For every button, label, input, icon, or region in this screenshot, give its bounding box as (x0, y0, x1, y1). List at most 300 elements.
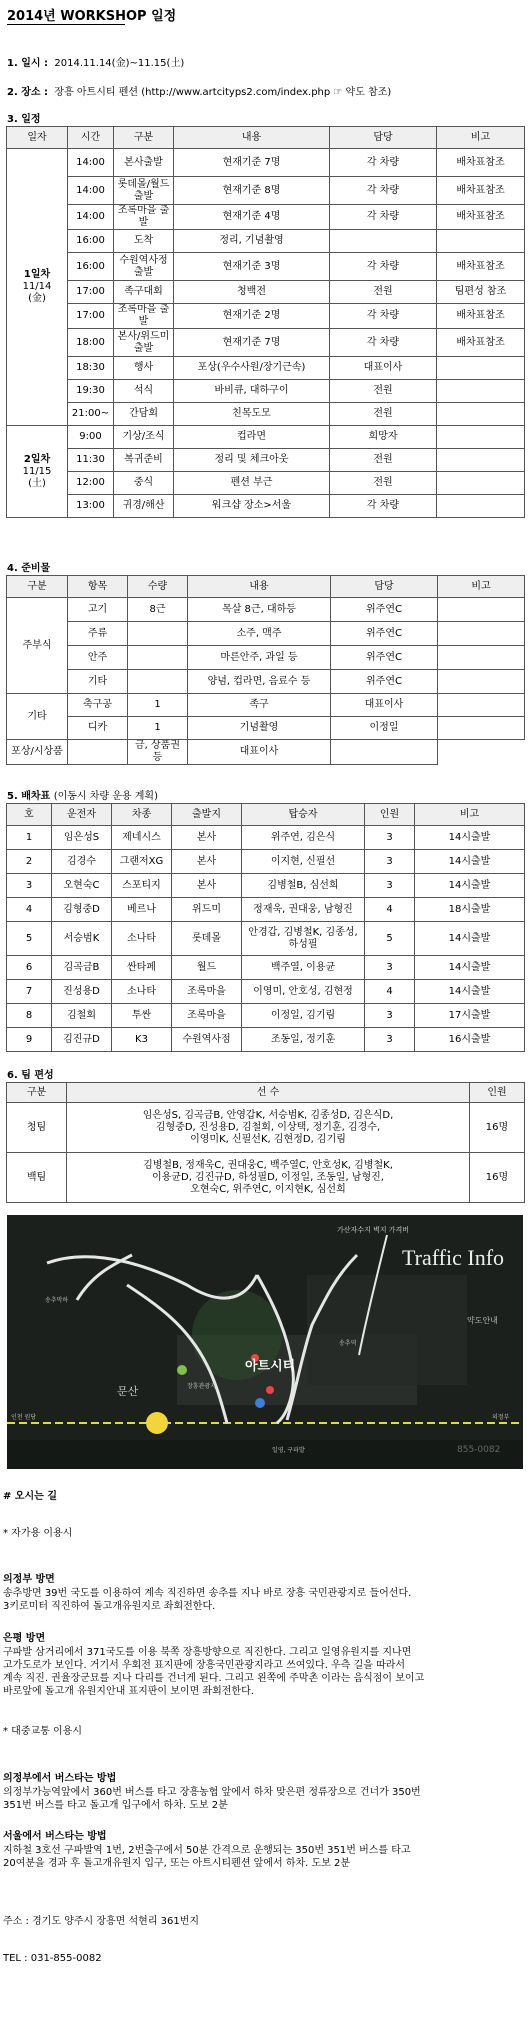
table-cell: 배차표참조 (437, 304, 525, 329)
dispatch-row (7, 850, 525, 874)
table-cell: 김형중D (52, 898, 112, 922)
bus2-heading: 서울에서 버스타는 방법 (3, 1831, 107, 1842)
supplies-header: 수량 (128, 576, 188, 598)
table-cell: 본사/위드미출발 (114, 329, 174, 357)
table-cell (437, 426, 525, 449)
table-cell: 배차표참조 (437, 205, 525, 230)
table-cell: 5 (365, 922, 415, 956)
dispatch-header: 출발지 (172, 804, 242, 826)
table-cell: 본사 (172, 874, 242, 898)
table-cell: 중식 (114, 472, 174, 495)
date-line (7, 54, 184, 69)
table-cell: 본사 (172, 826, 242, 850)
table-cell: 정리 및 체크아웃 (174, 449, 330, 472)
map-munsan-label: 문산 (117, 1385, 139, 1398)
table-cell: 배차표참조 (437, 329, 525, 357)
table-cell: 주류 (68, 622, 128, 646)
table-cell: 14:00 (68, 149, 114, 177)
schedule-header: 내용 (174, 127, 330, 149)
dispatch-header: 차종 (112, 804, 172, 826)
day1-label: 1일차 (23, 269, 51, 280)
dispatch-heading-line (7, 787, 158, 802)
table-cell: 족구 (188, 694, 331, 717)
table-cell (437, 495, 525, 518)
schedule-header: 비고 (437, 127, 525, 149)
dispatch-header: 호 (7, 804, 52, 826)
team-member-line: 임은성S, 김곡금B, 안영갑K, 서승범K, 김종성D, 김은식D, (142, 1109, 394, 1121)
eun-line: 바로앞에 돌고개 유원지안내 표지판이 보이면 좌회전한다. (3, 1686, 254, 1697)
table-cell: 안경갑, 김병철K, 김종성, 하성필 (242, 922, 365, 956)
table-cell (438, 670, 525, 694)
team-member-line: 오현숙C, 위주연C, 이지현K, 심선희 (190, 1183, 346, 1195)
map-label: 일영, 구파발 (272, 1447, 305, 1454)
table-cell: 배차표참조 (437, 177, 525, 205)
table-cell: 1 (7, 826, 52, 850)
bus-heading: * 대중교통 이용시 (3, 1726, 82, 1737)
schedule-header-row (7, 127, 525, 149)
table-cell: 위주연C (331, 622, 438, 646)
page-title: 2014년 WORKSHOP 일정 (7, 9, 177, 24)
table-cell: 대표이사 (188, 740, 331, 765)
table-cell: 17:00 (68, 304, 114, 329)
team-name: 청팀 (7, 1103, 67, 1153)
table-cell: 소나타 (112, 922, 172, 956)
table-cell: 조록마을 출발 (114, 304, 174, 329)
table-cell (68, 740, 128, 765)
table-cell: 각 차량 (330, 329, 437, 357)
teams-header: 인원 (470, 1083, 525, 1103)
supplies-header: 구분 (7, 576, 68, 598)
bus1-heading: 의정부에서 버스타는 방법 (3, 1773, 117, 1784)
table-cell: 청백전 (174, 281, 330, 304)
table-cell: 전원 (330, 449, 437, 472)
table-cell: 현재기준 8명 (174, 177, 330, 205)
table-cell: 디카 (68, 717, 128, 740)
table-cell: 스포티지 (112, 874, 172, 898)
supplies-header-row (7, 576, 525, 598)
table-cell: 롯데몰/월드출발 (114, 177, 174, 205)
table-cell (331, 740, 438, 765)
tel: TEL : 031-855-0082 (3, 1953, 102, 1964)
table-cell: 대표이사 (331, 694, 438, 717)
table-cell: 이영미, 안호성, 김현정 (242, 980, 365, 1004)
day2-cell (7, 426, 68, 518)
table-cell: 8근 (128, 598, 188, 622)
dispatch-header: 비고 (415, 804, 525, 826)
table-cell: 19:30 (68, 380, 114, 403)
schedule-row (7, 281, 525, 304)
table-cell: 백주열, 이용균 (242, 956, 365, 980)
supplies-row (7, 740, 525, 765)
team-count: 16명 (470, 1153, 525, 1203)
table-cell: 3 (365, 1028, 415, 1052)
map-label: 송추역 (339, 1340, 357, 1347)
supplies-row (7, 646, 525, 670)
supplies-header: 내용 (188, 576, 331, 598)
teams-heading: 6. 팀 편성 (7, 1070, 54, 1081)
directions-heading: # 오시는 길 (3, 1491, 57, 1502)
table-cell: 4 (7, 898, 52, 922)
day1-dow: (金) (28, 293, 46, 304)
map-label: 장흥관광지 (187, 1383, 216, 1390)
ui-line: 송추방면 39번 국도를 이용하여 계속 직진하면 송추를 지나 바로 장흥 국민관광지로 들어선다. (3, 1588, 412, 1599)
table-cell: 14:00 (68, 205, 114, 230)
table-cell: 위주연C (331, 670, 438, 694)
table-cell: 기상/조식 (114, 426, 174, 449)
table-cell: 14시출발 (415, 850, 525, 874)
schedule-row (7, 403, 525, 426)
table-cell: 김병철B, 심선희 (242, 874, 365, 898)
dispatch-row (7, 874, 525, 898)
bus1-line: 351번 버스를 타고 돌고개 입구에서 하차. 도보 2분 (3, 1800, 228, 1811)
team-member-line: 김형중D, 진성용D, 김철회, 이상택, 정기훈, 김경수, (155, 1121, 381, 1133)
table-cell: 본사출발 (114, 149, 174, 177)
table-cell (438, 622, 525, 646)
table-cell: 금, 상품권 등 (128, 740, 188, 765)
supplies-group: 기타 (7, 694, 68, 740)
table-cell: 조록마을 출발 (114, 205, 174, 230)
table-cell: 제네시스 (112, 826, 172, 850)
dispatch-header: 운전자 (52, 804, 112, 826)
map-image (7, 1215, 523, 1469)
table-cell (437, 230, 525, 253)
table-cell: 14시출발 (415, 874, 525, 898)
table-cell: 각 차량 (330, 304, 437, 329)
map-title: Traffic Info (402, 1245, 505, 1270)
table-cell: 8 (7, 1004, 52, 1028)
table-cell: 3 (7, 874, 52, 898)
table-cell: 김곡금B (52, 956, 112, 980)
table-cell: 12:00 (68, 472, 114, 495)
dispatch-header-row (7, 804, 525, 826)
table-cell: 16:00 (68, 230, 114, 253)
table-cell: 투싼 (112, 1004, 172, 1028)
table-cell: 이지현, 신필선 (242, 850, 365, 874)
table-cell: 행사 (114, 357, 174, 380)
team-member-line: 이용균D, 김진규D, 하성필D, 이정일, 조동일, 남형진, (152, 1171, 384, 1183)
teams-header: 선 수 (67, 1083, 470, 1103)
schedule-row (7, 495, 525, 518)
table-cell (438, 598, 525, 622)
table-cell: 16시출발 (415, 1028, 525, 1052)
date-label: 1. 일시 : (7, 58, 49, 69)
table-cell: 21:00~ (68, 403, 114, 426)
table-cell: 귀경/해산 (114, 495, 174, 518)
day2-label: 2일차 (23, 453, 51, 465)
table-cell: 3 (365, 850, 415, 874)
dispatch-note: (이동시 차량 운용 계획) (53, 791, 158, 802)
table-cell (437, 380, 525, 403)
table-cell: 4 (365, 980, 415, 1004)
table-cell: 6 (7, 956, 52, 980)
table-cell: 5 (7, 922, 52, 956)
supplies-group: 주부식 (7, 598, 68, 694)
supplies-row (7, 694, 525, 717)
table-cell: 족구대회 (114, 281, 174, 304)
schedule-row (7, 230, 525, 253)
supplies-header: 담당 (331, 576, 438, 598)
schedule-header: 담당 (330, 127, 437, 149)
table-cell (437, 403, 525, 426)
map-top-label: 가산자수지 벽지 가격버 (337, 1226, 410, 1234)
table-cell: 18:30 (68, 357, 114, 380)
table-cell: 1 (128, 717, 188, 740)
table-cell: 현재기준 7명 (174, 329, 330, 357)
table-cell: 3 (365, 1004, 415, 1028)
dispatch-row (7, 1004, 525, 1028)
table-cell: 17시출발 (415, 1004, 525, 1028)
table-cell: 현재기준 7명 (174, 149, 330, 177)
table-cell: 전원 (330, 281, 437, 304)
table-cell: 오현숙C (52, 874, 112, 898)
table-cell: 그랜저XG (112, 850, 172, 874)
table-cell (438, 646, 525, 670)
table-cell: 포상/시상품 (7, 740, 68, 765)
table-cell: 컵라면 (174, 426, 330, 449)
table-cell (128, 646, 188, 670)
table-cell: 정재욱, 권대웅, 남형진 (242, 898, 365, 922)
title-underline (7, 24, 125, 25)
table-cell (437, 449, 525, 472)
table-cell: 3 (365, 874, 415, 898)
eun-line: 고가도로가 보인다. 거기서 우회전 표지판에 장흥국민관광지라고 쓰여있다. 우측 길을 따라서 (3, 1660, 406, 1671)
table-cell: 14시출발 (415, 956, 525, 980)
eun-line: 계속 직진. 권율장군묘를 지나 다리를 건너게 된다. 그리고 왼쪽에 주막촌 이라는 음식점이 보이고 (3, 1673, 425, 1684)
table-cell: 목살 8근, 대하등 (188, 598, 331, 622)
supplies-row (7, 622, 525, 646)
schedule-table (6, 126, 525, 518)
ui-line: 3키로미터 직진하여 돌고개유원지로 좌회전한다. (3, 1601, 216, 1612)
table-cell: 팀편성 참조 (437, 281, 525, 304)
schedule-row (7, 380, 525, 403)
table-cell: 도착 (114, 230, 174, 253)
table-cell: 3 (365, 826, 415, 850)
table-cell: 위주연C (331, 646, 438, 670)
supplies-header: 비고 (438, 576, 525, 598)
table-cell: 대표이사 (330, 357, 437, 380)
supplies-row (7, 670, 525, 694)
table-cell: 전원 (330, 380, 437, 403)
ui-heading: 의정부 방면 (3, 1574, 55, 1585)
table-cell: 위주연, 김은식 (242, 826, 365, 850)
table-cell: 간담회 (114, 403, 174, 426)
supplies-row (7, 717, 525, 740)
team-members (67, 1153, 470, 1203)
schedule-row (7, 426, 525, 449)
table-cell: 김진규D (52, 1028, 112, 1052)
supplies-heading: 4. 준비물 (7, 563, 51, 574)
table-cell: 현재기준 2명 (174, 304, 330, 329)
supplies-table (6, 575, 525, 765)
day1-date: 11/14 (22, 281, 52, 292)
eun-line: 구파발 삼거리에서 371국도를 이용 북쪽 장흥방향으로 직진한다. 그리고 일영유원지를 지나면 (3, 1647, 412, 1658)
table-cell: 소주, 맥주 (188, 622, 331, 646)
table-cell (128, 670, 188, 694)
table-cell: 11:30 (68, 449, 114, 472)
table-cell: 월드 (172, 956, 242, 980)
map-tel-text: 855-0082 (457, 1445, 501, 1455)
map-label: 송추막하 (45, 1297, 69, 1304)
table-cell: 현재기준 4명 (174, 205, 330, 230)
table-cell: 소나타 (112, 980, 172, 1004)
day2-dow: (土) (28, 477, 46, 489)
table-cell: 워크샵 장소>서울 (174, 495, 330, 518)
dispatch-row (7, 898, 525, 922)
schedule-header: 시간 (68, 127, 114, 149)
table-cell (330, 230, 437, 253)
table-cell: 배차표참조 (437, 253, 525, 281)
team-member-line: 김병철B, 정재욱C, 권대웅C, 백주열C, 안호성K, 김병철K, (143, 1159, 393, 1171)
schedule-header: 일자 (7, 127, 68, 149)
table-cell: 각 차량 (330, 253, 437, 281)
table-cell: 16:00 (68, 253, 114, 281)
table-cell: 안주 (68, 646, 128, 670)
team-members (67, 1103, 470, 1153)
map-label: 인천 원당 (11, 1414, 37, 1421)
dispatch-header: 탑승자 (242, 804, 365, 826)
table-cell: 기념촬영 (188, 717, 331, 740)
schedule-row (7, 177, 525, 205)
map-artcity-label: 아트시티 (245, 1359, 296, 1374)
table-cell: 진성용D (52, 980, 112, 1004)
dispatch-row (7, 1028, 525, 1052)
table-cell (437, 357, 525, 380)
table-cell: 수원역사점 (172, 1028, 242, 1052)
day2-date: 11/15 (22, 465, 52, 477)
schedule-row (7, 449, 525, 472)
address: 주소 : 경기도 양주시 장흥면 석현리 361번지 (3, 1916, 200, 1927)
table-cell: 정리, 기념촬영 (174, 230, 330, 253)
table-cell: 본사 (172, 850, 242, 874)
table-cell: 18시출발 (415, 898, 525, 922)
place-label: 2. 장소 : (7, 87, 49, 98)
table-cell: K3 (112, 1028, 172, 1052)
table-cell: 베르나 (112, 898, 172, 922)
table-cell: 17:00 (68, 281, 114, 304)
bus2-line: 지하철 3호선 구파발역 1번, 2번출구에서 50분 간격으로 운행되는 350번 351번 버스를 타고 (3, 1845, 411, 1856)
table-cell: 축구공 (68, 694, 128, 717)
schedule-row (7, 329, 525, 357)
schedule-row (7, 149, 525, 177)
table-cell: 수원역사정 출발 (114, 253, 174, 281)
table-cell: 위드미 (172, 898, 242, 922)
dispatch-header: 인원 (365, 804, 415, 826)
table-cell (438, 717, 525, 740)
table-cell (438, 694, 525, 717)
table-cell: 김경수 (52, 850, 112, 874)
schedule-row (7, 357, 525, 380)
team-name: 백팀 (7, 1153, 67, 1203)
table-cell: 양념, 컵라면, 음료수 등 (188, 670, 331, 694)
table-cell: 석식 (114, 380, 174, 403)
table-cell: 친목도모 (174, 403, 330, 426)
table-cell: 전원 (330, 472, 437, 495)
table-cell: 2 (7, 850, 52, 874)
table-cell: 현재기준 3명 (174, 253, 330, 281)
team-row (7, 1153, 525, 1203)
schedule-header: 구분 (114, 127, 174, 149)
table-cell: 조동일, 정기훈 (242, 1028, 365, 1052)
table-cell: 14시출발 (415, 922, 525, 956)
table-cell: 이정일 (331, 717, 438, 740)
table-cell: 전원 (330, 403, 437, 426)
place-value: 장흥 아트시티 펜션 (http://www.artcityps2.com/index.php ☞ 약도 참조) (54, 87, 392, 98)
table-cell: 각 차량 (330, 205, 437, 230)
dispatch-row (7, 956, 525, 980)
table-cell: 바비큐, 대하구이 (174, 380, 330, 403)
table-cell: 3 (365, 956, 415, 980)
date-value: 2014.11.14(金)~11.15(土) (54, 58, 185, 69)
bus1-line: 의정부가능역앞에서 360번 버스를 타고 장흥농협 앞에서 하차 맞은편 정류장으로 건너가 350번 (3, 1787, 421, 1798)
table-cell: 9 (7, 1028, 52, 1052)
dispatch-row (7, 922, 525, 956)
table-cell: 14시출발 (415, 980, 525, 1004)
table-cell: 14시출발 (415, 826, 525, 850)
team-member-line: 이영미K, 신필선K, 김현정D, 김기림 (190, 1133, 346, 1145)
map-sub: 약도안내 (467, 1316, 498, 1325)
table-cell: 펜션 부근 (174, 472, 330, 495)
table-cell: 14:00 (68, 177, 114, 205)
team-count: 16명 (470, 1103, 525, 1153)
schedule-row (7, 253, 525, 281)
table-cell: 김철회 (52, 1004, 112, 1028)
table-cell: 임은성S (52, 826, 112, 850)
eun-heading: 은평 방면 (3, 1633, 46, 1644)
table-cell: 조록마을 (172, 1004, 242, 1028)
dispatch-row (7, 980, 525, 1004)
table-cell: 13:00 (68, 495, 114, 518)
table-cell: 기타 (68, 670, 128, 694)
dispatch-table (6, 803, 525, 1052)
table-cell: 4 (365, 898, 415, 922)
table-cell: 7 (7, 980, 52, 1004)
day1-cell (7, 149, 68, 426)
dispatch-row (7, 826, 525, 850)
table-cell: 이정일, 김기림 (242, 1004, 365, 1028)
table-cell: 포상(우수사원/장기근속) (174, 357, 330, 380)
table-cell: 조록마을 (172, 980, 242, 1004)
table-cell: 롯데몰 (172, 922, 242, 956)
table-cell: 9:00 (68, 426, 114, 449)
table-cell: 각 차량 (330, 495, 437, 518)
table-cell: 고기 (68, 598, 128, 622)
car-heading: * 자가용 이용시 (3, 1528, 73, 1539)
table-cell: 희망자 (330, 426, 437, 449)
table-cell: 1 (128, 694, 188, 717)
table-cell: 싼타페 (112, 956, 172, 980)
schedule-heading: 3. 일정 (7, 114, 41, 125)
teams-table (6, 1082, 525, 1203)
dispatch-heading: 5. 배차표 (7, 791, 51, 802)
table-cell (437, 472, 525, 495)
teams-header: 구분 (7, 1083, 67, 1103)
table-cell: 각 차량 (330, 177, 437, 205)
schedule-row (7, 472, 525, 495)
place-line (7, 83, 391, 98)
table-cell: 서승범K (52, 922, 112, 956)
supplies-header: 항목 (68, 576, 128, 598)
table-cell: 복귀준비 (114, 449, 174, 472)
table-cell (128, 622, 188, 646)
supplies-row (7, 598, 525, 622)
table-cell: 배차표참조 (437, 149, 525, 177)
bus2-line: 20여분을 경과 후 돌고개유원지 입구, 또는 아트시티펜션 앞에서 하차. 도보 2분 (3, 1858, 351, 1869)
table-cell: 각 차량 (330, 149, 437, 177)
team-row (7, 1103, 525, 1153)
schedule-row (7, 205, 525, 230)
teams-header-row (7, 1083, 525, 1103)
table-cell: 위주연C (331, 598, 438, 622)
